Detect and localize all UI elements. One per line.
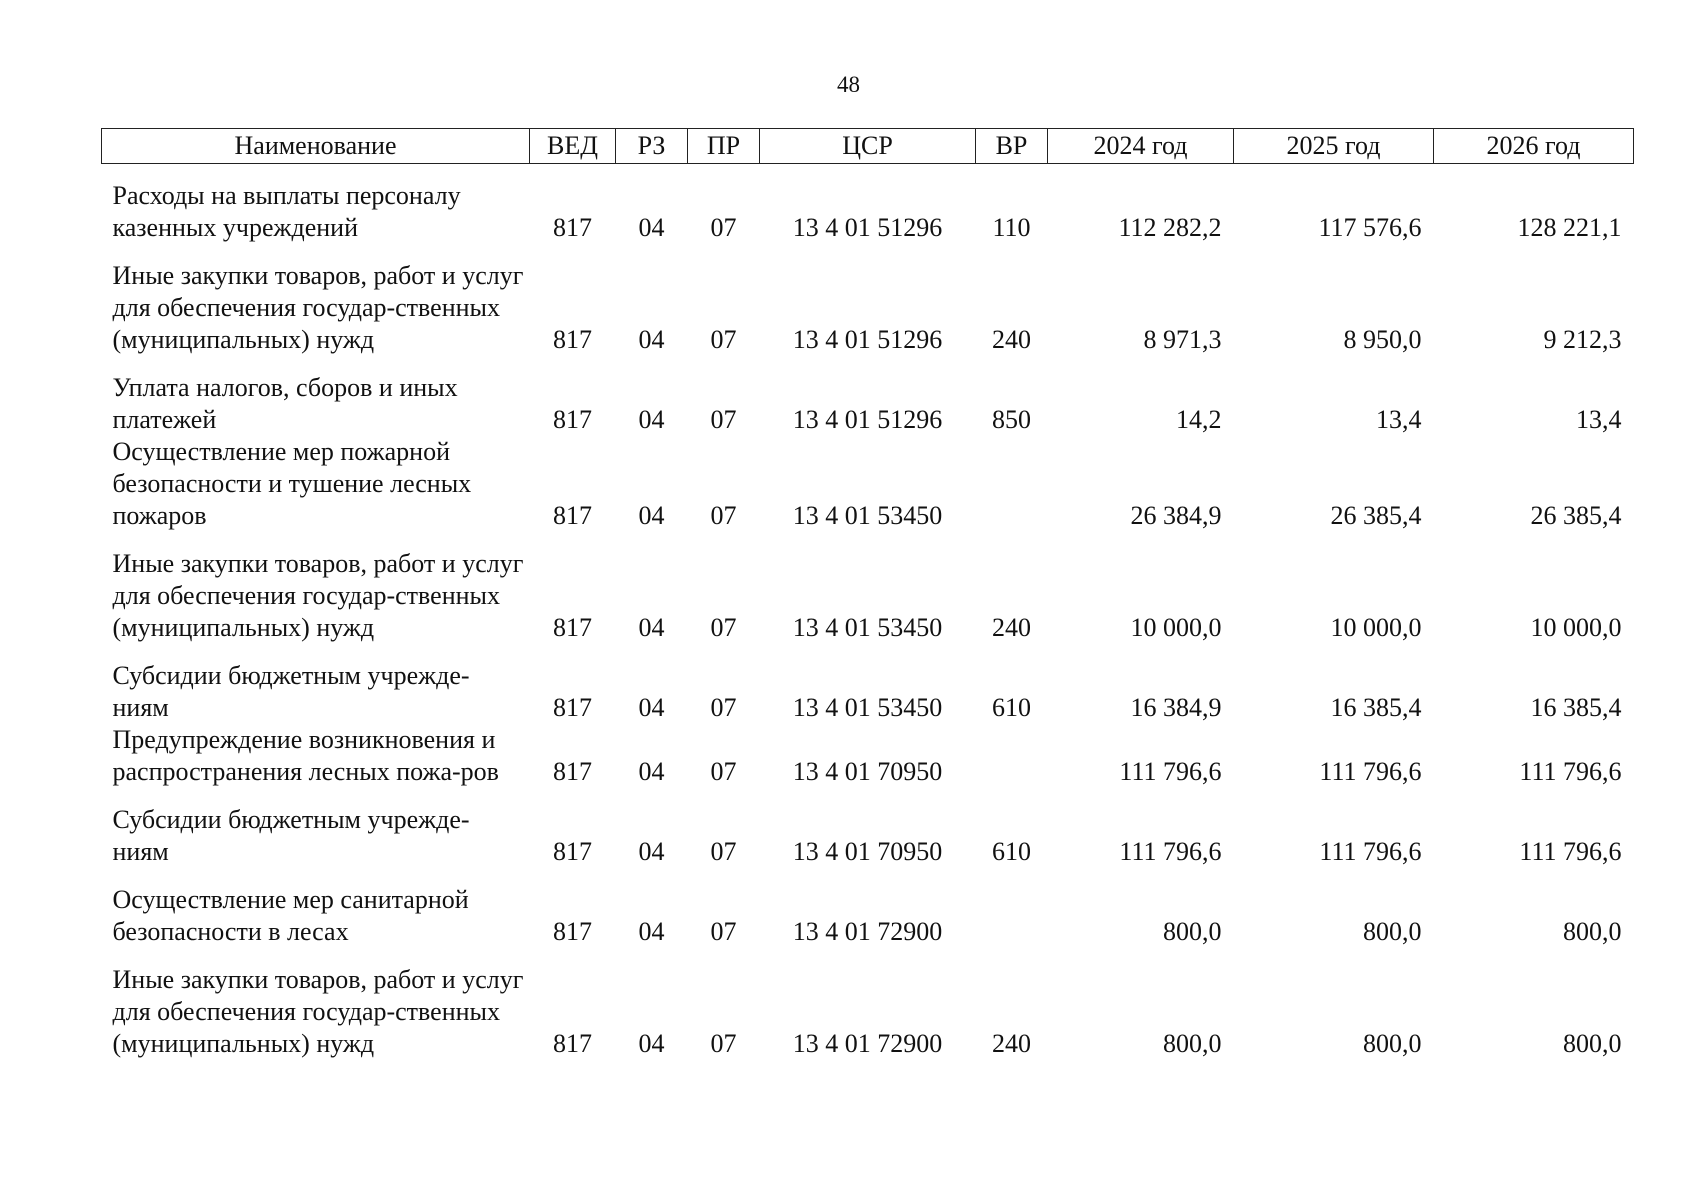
row-rz: 04 xyxy=(638,213,665,242)
row-2026: 800,0 xyxy=(1563,1029,1622,1058)
row-vr: 240 xyxy=(992,1029,1031,1058)
row-2025: 10 000,0 xyxy=(1330,613,1422,642)
header-name: Наименование xyxy=(102,129,530,164)
row-csr: 13 4 01 70950 xyxy=(792,757,943,786)
table-header-row xyxy=(102,129,1634,164)
row-rz: 04 xyxy=(638,613,665,642)
row-2025: 111 796,6 xyxy=(1319,837,1422,866)
header-csr: ЦСР xyxy=(760,129,976,164)
row-2024: 10 000,0 xyxy=(1130,613,1222,642)
table-row xyxy=(102,548,1634,660)
row-vr: 610 xyxy=(992,693,1031,722)
row-rz: 04 xyxy=(638,837,665,866)
row-2026: 16 385,4 xyxy=(1530,693,1622,722)
row-2026: 800,0 xyxy=(1563,917,1622,946)
budget-table xyxy=(101,128,1634,1060)
row-pr: 07 xyxy=(710,501,737,530)
row-rz: 04 xyxy=(638,693,665,722)
row-2026: 10 000,0 xyxy=(1530,613,1622,642)
row-csr: 13 4 01 51296 xyxy=(792,213,943,242)
row-rz: 04 xyxy=(638,1029,665,1058)
header-rz: РЗ xyxy=(616,129,688,164)
row-csr: 13 4 01 53450 xyxy=(792,693,943,722)
row-vr: 240 xyxy=(992,325,1031,354)
row-name: Иные закупки товаров, работ и услуг для обеспечения государ-ственных (муниципальных) нужд xyxy=(112,261,524,354)
row-pr: 07 xyxy=(710,757,737,786)
header-ved: ВЕД xyxy=(530,129,616,164)
row-2026: 128 221,1 xyxy=(1517,213,1622,242)
row-name: Субсидии бюджетным учрежде-ниям xyxy=(112,805,470,866)
row-vr xyxy=(976,436,1048,548)
row-vr: 110 xyxy=(992,213,1031,242)
row-pr: 07 xyxy=(710,837,737,866)
table-row xyxy=(102,260,1634,372)
row-2025: 13,4 xyxy=(1376,405,1422,434)
row-csr: 13 4 01 72900 xyxy=(792,1029,943,1058)
row-2024: 8 971,3 xyxy=(1143,325,1222,354)
row-vr: 850 xyxy=(992,405,1031,434)
table-row xyxy=(102,884,1634,964)
row-2024: 112 282,2 xyxy=(1118,213,1222,242)
header-vr: ВР xyxy=(976,129,1048,164)
row-csr: 13 4 01 51296 xyxy=(792,325,943,354)
row-pr: 07 xyxy=(710,213,737,242)
row-2025: 8 950,0 xyxy=(1343,325,1422,354)
page-number: 48 xyxy=(837,72,860,97)
row-name: Иные закупки товаров, работ и услуг для обеспечения государ-ственных (муниципальных) нужд xyxy=(112,549,524,642)
row-csr: 13 4 01 53450 xyxy=(792,501,943,530)
row-2026: 111 796,6 xyxy=(1519,837,1622,866)
table-row xyxy=(102,660,1634,724)
table-row xyxy=(102,372,1634,436)
header-2026: 2026 год xyxy=(1434,129,1634,164)
row-csr: 13 4 01 72900 xyxy=(792,917,943,946)
row-2024: 800,0 xyxy=(1163,1029,1222,1058)
row-ved: 817 xyxy=(553,613,592,642)
row-vr xyxy=(976,724,1048,804)
row-rz: 04 xyxy=(638,325,665,354)
row-ved: 817 xyxy=(553,325,592,354)
row-vr: 610 xyxy=(992,837,1031,866)
table-row xyxy=(102,964,1634,1060)
table-row xyxy=(102,164,1634,261)
row-2026: 9 212,3 xyxy=(1543,325,1622,354)
row-name: Субсидии бюджетным учрежде-ниям xyxy=(112,661,470,722)
row-2025: 117 576,6 xyxy=(1318,213,1422,242)
table-row xyxy=(102,436,1634,548)
row-2025: 16 385,4 xyxy=(1330,693,1422,722)
row-name: Предупреждение возникновения и распространения лесных пожа-ров xyxy=(112,725,499,786)
row-ved: 817 xyxy=(553,1029,592,1058)
row-ved: 817 xyxy=(553,837,592,866)
row-2025: 800,0 xyxy=(1363,917,1422,946)
table-row xyxy=(102,804,1634,884)
row-ved: 817 xyxy=(553,917,592,946)
row-ved: 817 xyxy=(553,501,592,530)
row-2026: 13,4 xyxy=(1576,405,1622,434)
row-pr: 07 xyxy=(710,613,737,642)
row-pr: 07 xyxy=(710,405,737,434)
header-2024: 2024 год xyxy=(1048,129,1234,164)
row-name: Осуществление мер санитарной безопасности в лесах xyxy=(112,885,469,946)
row-2024: 26 384,9 xyxy=(1130,501,1222,530)
row-2026: 111 796,6 xyxy=(1519,757,1622,786)
row-name: Расходы на выплаты персоналу казенных учреждений xyxy=(112,181,461,242)
row-name: Уплата налогов, сборов и иных платежей xyxy=(112,373,458,434)
row-rz: 04 xyxy=(638,917,665,946)
row-csr: 13 4 01 51296 xyxy=(792,405,943,434)
table-row xyxy=(102,724,1634,804)
row-rz: 04 xyxy=(638,501,665,530)
row-2024: 14,2 xyxy=(1176,405,1222,434)
row-pr: 07 xyxy=(710,325,737,354)
row-vr: 240 xyxy=(992,613,1031,642)
row-rz: 04 xyxy=(638,405,665,434)
header-pr: ПР xyxy=(688,129,760,164)
header-2025: 2025 год xyxy=(1234,129,1434,164)
row-2025: 111 796,6 xyxy=(1319,757,1422,786)
row-name: Иные закупки товаров, работ и услуг для обеспечения государ-ственных (муниципальных) нужд xyxy=(112,965,524,1058)
row-2025: 26 385,4 xyxy=(1330,501,1422,530)
row-2024: 111 796,6 xyxy=(1119,757,1222,786)
row-rz: 04 xyxy=(638,757,665,786)
row-csr: 13 4 01 70950 xyxy=(792,837,943,866)
row-vr xyxy=(976,884,1048,964)
row-pr: 07 xyxy=(710,693,737,722)
row-2026: 26 385,4 xyxy=(1530,501,1622,530)
row-ved: 817 xyxy=(553,213,592,242)
row-ved: 817 xyxy=(553,693,592,722)
row-2024: 16 384,9 xyxy=(1130,693,1222,722)
row-name: Осуществление мер пожарной безопасности и тушение лесных пожаров xyxy=(112,437,472,530)
row-2024: 800,0 xyxy=(1163,917,1222,946)
row-pr: 07 xyxy=(710,917,737,946)
row-csr: 13 4 01 53450 xyxy=(792,613,943,642)
row-ved: 817 xyxy=(553,405,592,434)
row-2025: 800,0 xyxy=(1363,1029,1422,1058)
row-pr: 07 xyxy=(710,1029,737,1058)
row-2024: 111 796,6 xyxy=(1119,837,1222,866)
row-ved: 817 xyxy=(553,757,592,786)
